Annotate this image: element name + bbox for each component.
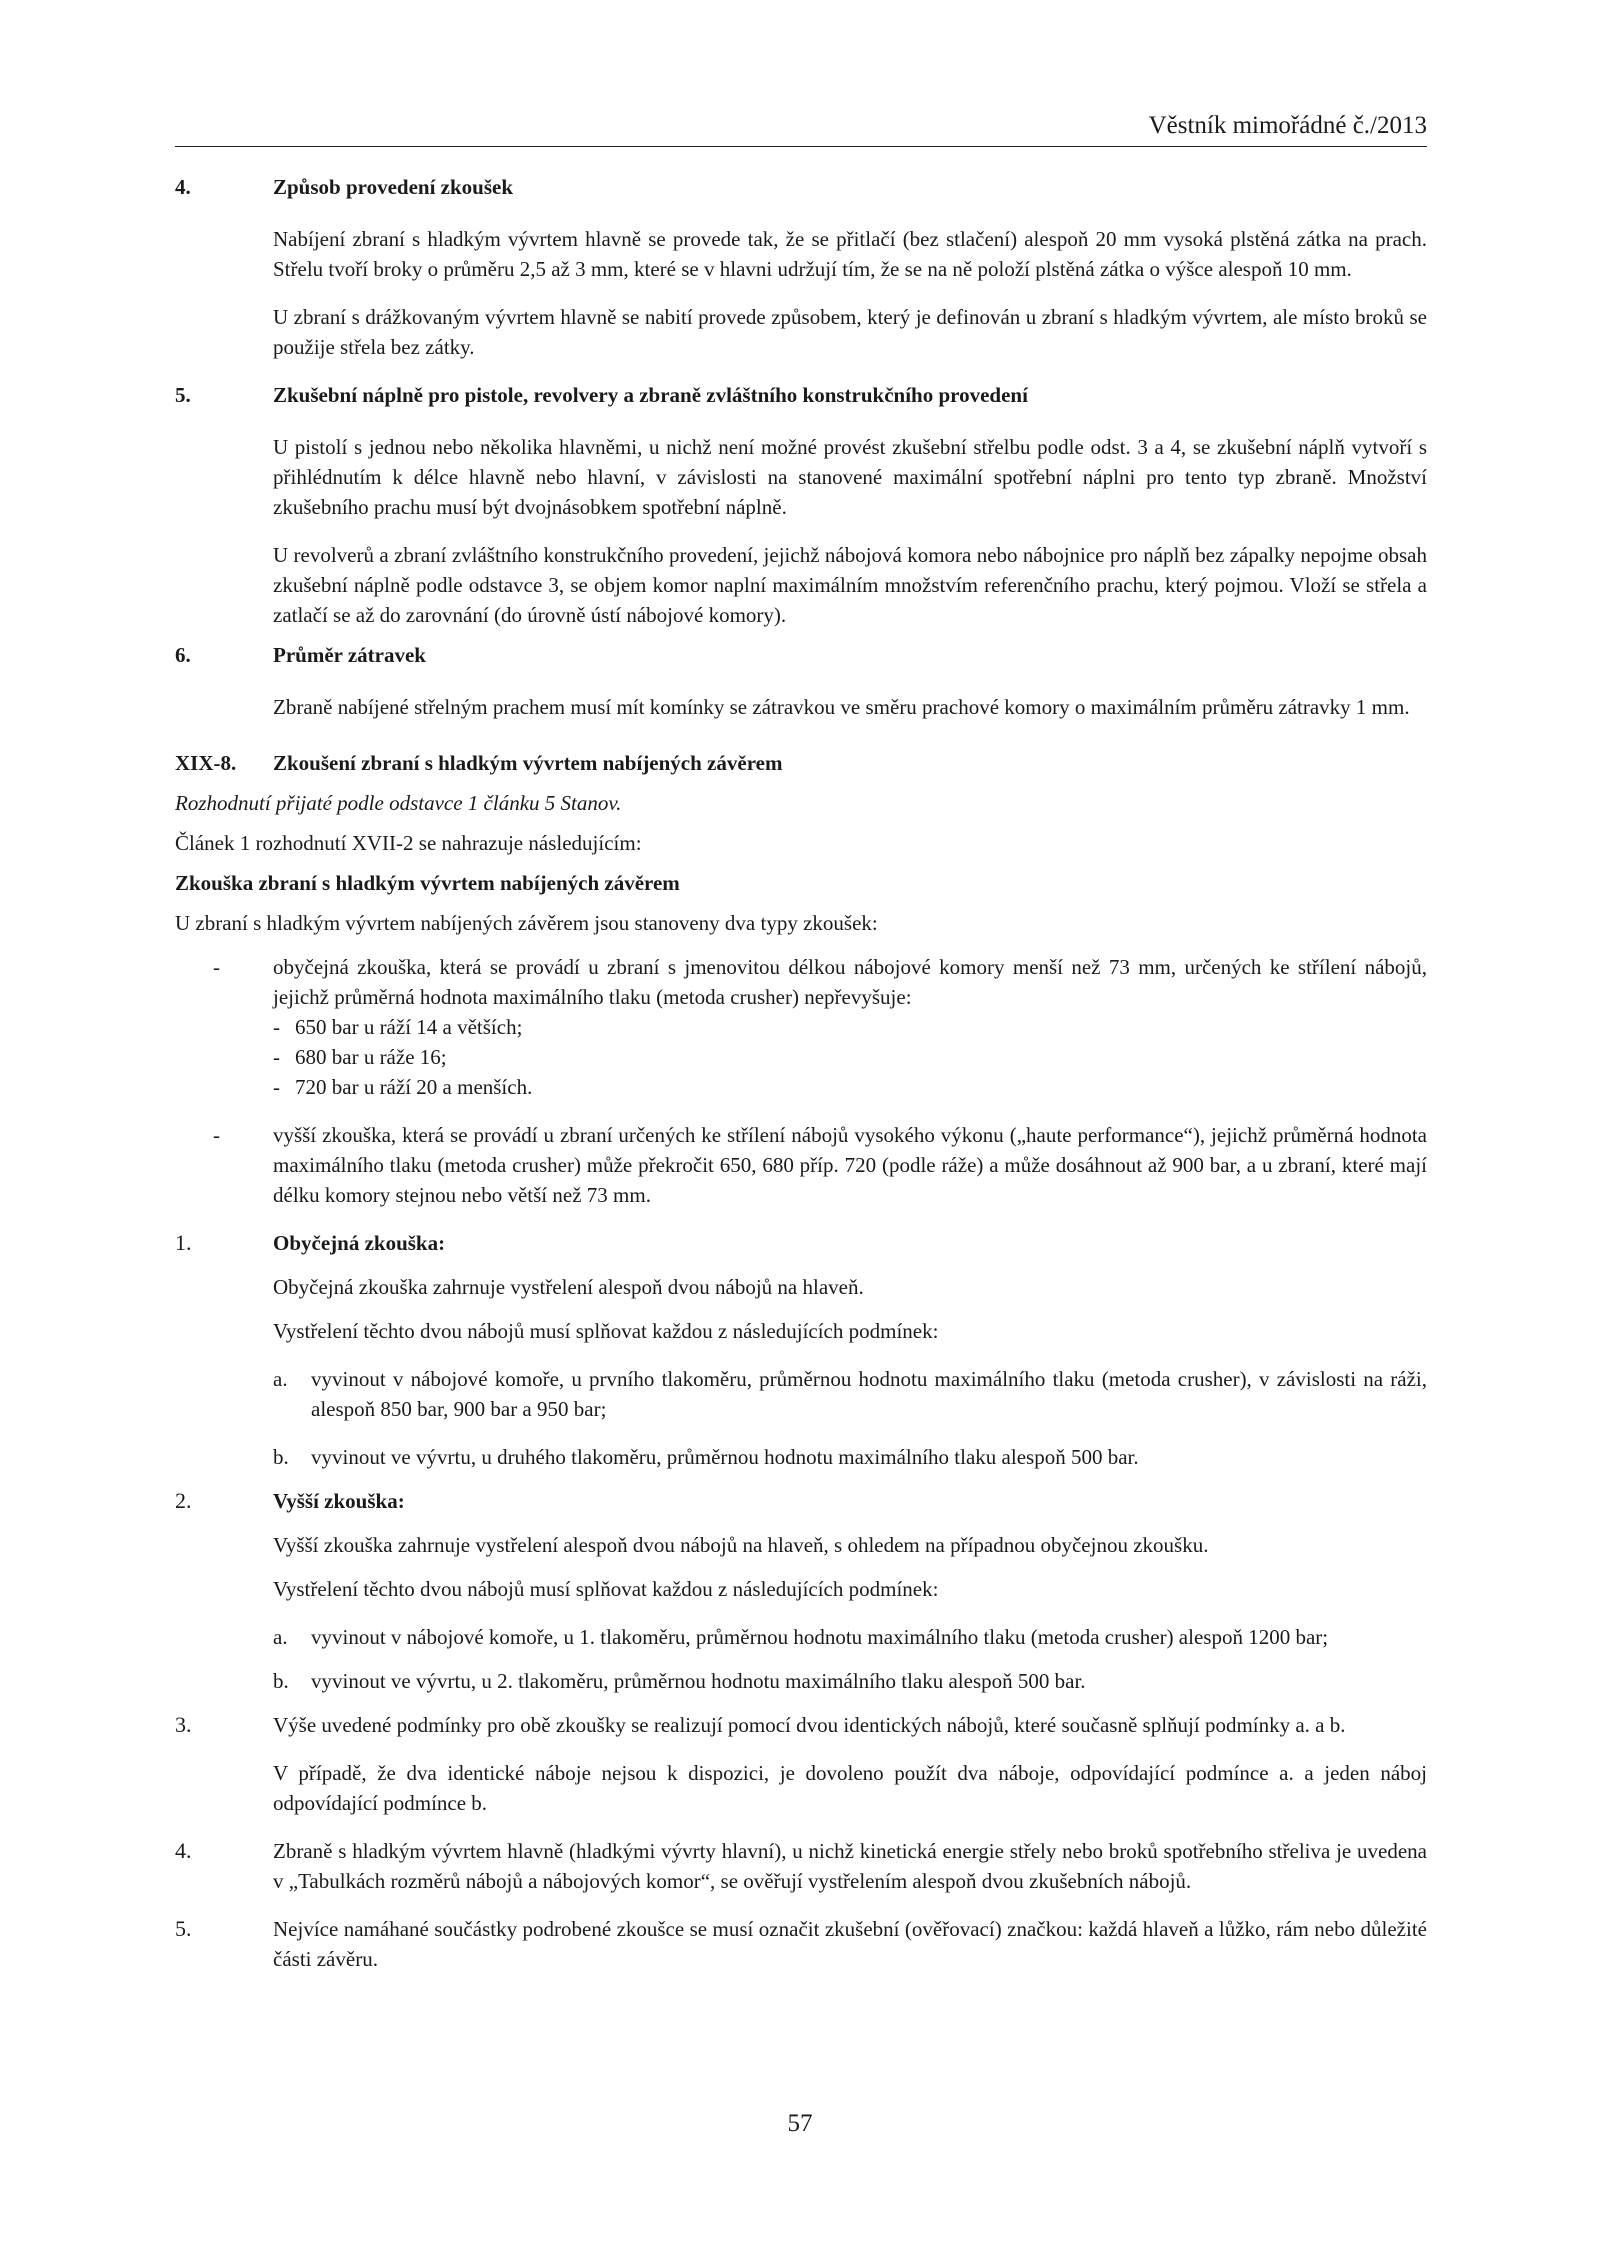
bullet-dash: - (273, 1015, 280, 1039)
page-number: 57 (787, 2110, 813, 2137)
condition-label: b. (273, 1445, 289, 1469)
header-text: Věstník mimořádné č./2013 (1148, 112, 1427, 139)
section-4-heading (175, 172, 1427, 202)
decision-number: XIX-8. (175, 751, 237, 775)
point-1-heading (175, 1228, 1427, 1258)
point-4 (175, 1836, 1427, 1896)
paragraph: Nabíjení zbraní s hladkým vývrtem hlavně se provede tak, že se přitlačí (bez stlačení) alespoň 20 mm vysoká plstěná zátka na prach. Střelu tvoří broky o průměru 2,5 až 3 mm, které se v hlavni udržují tím, že se na ně položí plstěná zátka o výšce alespoň 10 mm. (273, 227, 1427, 281)
bullet-dash: - (273, 1045, 280, 1069)
point-number: 1. (175, 1230, 192, 1255)
paragraph: Výše uvedené podmínky pro obě zkoušky se realizují pomocí dvou identických nábojů, které současně splňují podmínky a. a b. (273, 1713, 1346, 1737)
section-title: Způsob provedení zkoušek (273, 175, 514, 199)
paragraph: Vystřelení těchto dvou nábojů musí splňovat každou z následujících podmínek: (273, 1319, 939, 1343)
section-number: 6. (175, 643, 191, 667)
bullet-dash: - (213, 1123, 220, 1147)
point-2-heading (175, 1486, 1427, 1516)
point-number: 5. (175, 1916, 192, 1941)
paragraph: Vyšší zkouška zahrnuje vystřelení alespoň dvou nábojů na hlaveň, s ohledem na případnou obyčejnou zkoušku. (273, 1533, 1209, 1557)
point-title: Vyšší zkouška: (273, 1489, 405, 1513)
section-6-heading (175, 640, 1427, 670)
condition-text: vyvinout v nábojové komoře, u 1. tlakoměru, průměrnou hodnotu maximálního tlaku (metoda crusher) alespoň 1200 bar; (311, 1625, 1329, 1649)
paragraph: Obyčejná zkouška zahrnuje vystřelení alespoň dvou nábojů na hlaveň. (273, 1275, 864, 1299)
sub-list-item-text: 650 bar u ráží 14 a větších; (295, 1015, 523, 1039)
paragraph: Nejvíce namáhané součástky podrobené zkoušce se musí označit zkušební (ověřovací) značkou: každá hlaveň a lůžko, rám nebo důležité části závěru. (273, 1917, 1427, 1971)
paragraph: U zbraní s drážkovaným vývrtem hlavně se nabití provede způsobem, který je definován u zbraní s hladkým vývrtem, ale místo broků se použije střela bez zátky. (273, 305, 1427, 359)
intro-paragraph: U zbraní s hladkým vývrtem nabíjených závěrem jsou stanoveny dva typy zkoušek: (175, 911, 878, 935)
list-item (213, 952, 1427, 1102)
point-number: 2. (175, 1488, 192, 1513)
sub-list-item (273, 1072, 1427, 1102)
paragraph: Zbraně s hladkým vývrtem hlavně (hladkými vývrty hlavní), u nichž kinetická energie střely nebo broků spotřebního střeliva je uvedena v „Tabulkách rozměrů nábojů a nábojových komor“, se ověřují vystřelením alespoň dvou zkušebních nábojů. (273, 1839, 1427, 1893)
replacement-note: Článek 1 rozhodnutí XVII-2 se nahrazuje následujícím: (175, 831, 642, 855)
point-5 (175, 1914, 1427, 1974)
paragraph: U revolverů a zbraní zvláštního konstrukčního provedení, jejichž nábojová komora nebo nábojnice pro náplň bez zápalky nepojme obsah zkušební náplně podle odstavce 3, se objem komor naplní maximálním množstvím referenčního prachu, který pojmou. Vloží se střela a zatlačí se až do zarovnání (do úrovně ústí nábojové komory). (273, 543, 1427, 627)
bullet-dash: - (273, 1075, 280, 1099)
point-number: 3. (175, 1712, 192, 1737)
decision-heading (175, 748, 1427, 778)
document-body (175, 172, 1427, 1974)
sub-list-item-text: 720 bar u ráží 20 a menších. (295, 1075, 533, 1099)
condition-a (273, 1622, 1427, 1652)
paragraph: Vystřelení těchto dvou nábojů musí splňovat každou z následujících podmínek: (273, 1577, 939, 1601)
condition-text: vyvinout v nábojové komoře, u prvního tlakoměru, průměrnou hodnotu maximálního tlaku (metoda crusher), v závislosti na ráži, alespoň 850 bar, 900 bar a 950 bar; (311, 1367, 1427, 1421)
decision-note: Rozhodnutí přijaté podle odstavce 1 článku 5 Stanov. (175, 791, 622, 815)
article-subtitle: Zkouška zbraní s hladkým vývrtem nabíjených závěrem (175, 871, 680, 895)
condition-b (273, 1442, 1427, 1472)
section-title: Průměr zátravek (273, 643, 426, 667)
condition-a (273, 1364, 1427, 1424)
decision-title: Zkoušení zbraní s hladkým vývrtem nabíjených závěrem (273, 751, 783, 775)
sub-list-item (273, 1012, 1427, 1042)
paragraph: V případě, že dva identické náboje nejsou k dispozici, je dovoleno použít dva náboje, odpovídající podmínce a. a jeden náboj odpovídající podmínce b. (273, 1761, 1427, 1815)
sub-list-item-text: 680 bar u ráže 16; (295, 1045, 447, 1069)
list-item (213, 1120, 1427, 1210)
section-number: 5. (175, 383, 191, 407)
condition-label: b. (273, 1669, 289, 1693)
section-number: 4. (175, 175, 191, 199)
bullet-dash: - (213, 955, 220, 979)
condition-text: vyvinout ve vývrtu, u druhého tlakoměru, průměrnou hodnotu maximálního tlaku alespoň 500 bar. (311, 1445, 1139, 1469)
condition-text: vyvinout ve vývrtu, u 2. tlakoměru, průměrnou hodnotu maximálního tlaku alespoň 500 bar. (311, 1669, 1086, 1693)
list-item-text: vyšší zkouška, která se provádí u zbraní určených ke střílení nábojů vysokého výkonu („haute performance“), jejichž průměrná hodnota maximálního tlaku (metoda crusher) může překročit 650, 680 příp. 720 (podle ráže) a může dosáhnout až 900 bar, a u zbraní, které mají délku komory stejnou nebo větší než 73 mm. (273, 1123, 1427, 1207)
page-header (175, 110, 1427, 147)
section-5-heading (175, 380, 1427, 410)
sub-list-item (273, 1042, 1427, 1072)
point-number: 4. (175, 1838, 192, 1863)
condition-label: a. (273, 1625, 288, 1649)
list-item-text: obyčejná zkouška, která se provádí u zbraní s jmenovitou délkou nábojové komory menší než 73 mm, určených ke střílení nábojů, jejichž průměrná hodnota maximálního tlaku (metoda crusher) nepřevyšuje: (273, 955, 1427, 1009)
condition-b (273, 1666, 1427, 1696)
paragraph: Zbraně nabíjené střelným prachem musí mít komínky se zátravkou ve směru prachové komory o maximálním průměru zátravky 1 mm. (273, 695, 1410, 719)
section-title: Zkušební náplně pro pistole, revolvery a zbraně zvláštního konstrukčního provedení (273, 383, 1028, 407)
condition-label: a. (273, 1367, 288, 1391)
point-title: Obyčejná zkouška: (273, 1231, 446, 1255)
point-3 (175, 1710, 1427, 1740)
paragraph: U pistolí s jednou nebo několika hlavněmi, u nichž není možné provést zkušební střelbu podle odst. 3 a 4, se zkušební náplň vytvoří s přihlédnutím k délce hlavně nebo hlavní, v závislosti na stanovené maximální spotřební náplni pro tento typ zbraně. Množství zkušebního prachu musí být dvojnásobkem spotřební náplně. (273, 435, 1427, 519)
